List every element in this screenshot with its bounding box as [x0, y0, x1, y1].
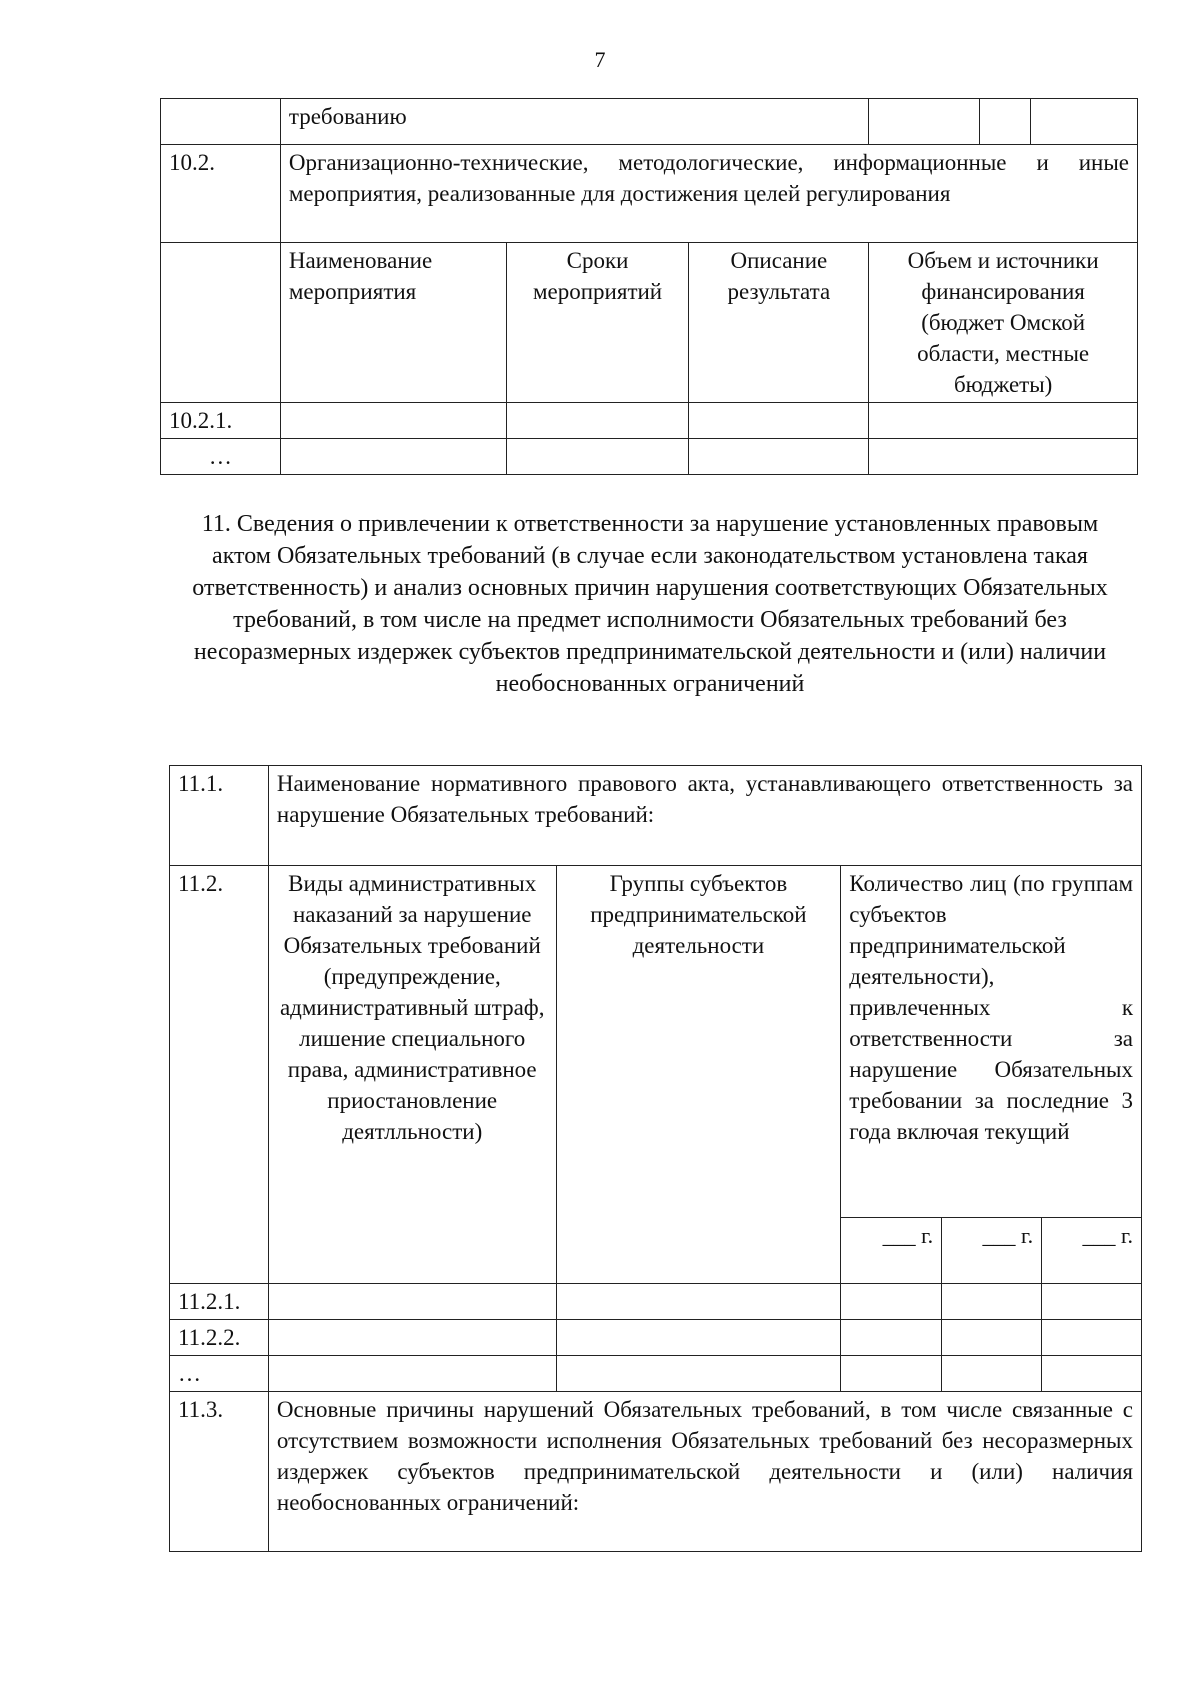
- table-cell-empty: [268, 1356, 556, 1392]
- row-number: 11.2.2.: [170, 1320, 269, 1356]
- table-cell-empty: [268, 1320, 556, 1356]
- header-persons-count: Количество лиц (по группам субъектов предпринимательской деятельности), привлеченных к ответственности за нарушение Обязательных требовании за последние 3 года включая текущий: [841, 866, 1142, 1218]
- table-row: [170, 1284, 1142, 1320]
- table-row: [161, 99, 1138, 145]
- table-row: [161, 145, 1138, 243]
- table-row: [170, 866, 1142, 1218]
- table-cell-empty: [556, 1320, 841, 1356]
- table-row: [161, 403, 1138, 439]
- table-cell-empty: [1042, 1320, 1142, 1356]
- table-cell-empty: [869, 99, 980, 145]
- table-cell-empty: [942, 1356, 1042, 1392]
- row-number: 11.2.1.: [170, 1284, 269, 1320]
- header-business-groups: Группы субъектов предпринимательской деятельности: [556, 866, 841, 1284]
- table-row: [170, 1356, 1142, 1392]
- table-cell-empty: [689, 403, 869, 439]
- table-row: [170, 1320, 1142, 1356]
- row-description: Основные причины нарушений Обязательных требований, в том числе связанные с отсутствием возможности исполнения Обязательных требований без несоразмерных издержек субъектов предпринимательской деятельности и (или) наличия необоснованных ограничений:: [268, 1392, 1141, 1552]
- header-result-description: Описание результата: [689, 243, 869, 403]
- section-11-heading: 11. Сведения о привлечении к ответственности за нарушение установленных правовым актом Обязательных требований (в случае если законодательством установлена такая ответственность) и анализ основных причин нарушения соответствующих Обязательных требований, в том числе на предмет исполнимости Обязательных требований без несоразмерных издержек субъектов предпринимательской деятельности и (или) наличии необоснованных ограничений: [192, 511, 1108, 697]
- table-cell-empty: [1042, 1356, 1142, 1392]
- table-row: [170, 1392, 1142, 1552]
- table-cell-empty: [280, 439, 506, 475]
- table-cell-empty: [980, 99, 1031, 145]
- row-number: …: [161, 439, 281, 475]
- row-number: 11.3.: [170, 1392, 269, 1552]
- row-description: Наименование нормативного правового акта, устанавливающего ответственность за нарушение Обязательных требований:: [268, 766, 1141, 866]
- table-cell-empty: [942, 1320, 1042, 1356]
- table-cell-empty: [556, 1356, 841, 1392]
- table-cell-empty: [506, 439, 689, 475]
- table-cell-empty: [841, 1356, 942, 1392]
- row-number: …: [170, 1356, 269, 1392]
- table-cell-empty: [841, 1320, 942, 1356]
- header-year-3: ___ г.: [1042, 1218, 1142, 1284]
- table-cell-empty: [841, 1284, 942, 1320]
- table-cell-empty: [268, 1284, 556, 1320]
- table-cell-empty: [161, 99, 281, 145]
- table-cell-empty: [869, 439, 1138, 475]
- cell-continued-text: требованию: [280, 99, 868, 145]
- table-cell-empty: [506, 403, 689, 439]
- header-measure-name: Наименование мероприятия: [280, 243, 506, 403]
- table-cell-empty: [942, 1284, 1042, 1320]
- header-penalty-types: Виды административных наказаний за нарушение Обязательных требований (предупреждение, административный штраф, лишение специального права, административное приостановление деятлльности): [268, 866, 556, 1284]
- header-year-1: ___ г.: [841, 1218, 942, 1284]
- table-cell-empty: [556, 1284, 841, 1320]
- table-row: [170, 766, 1142, 866]
- header-measure-terms: Сроки мероприятий: [506, 243, 689, 403]
- row-number: 11.2.: [170, 866, 269, 1284]
- header-year-2: ___ г.: [942, 1218, 1042, 1284]
- table-cell-empty: [1031, 99, 1138, 145]
- table-row: [161, 439, 1138, 475]
- header-funding: Объем и источники финансирования (бюджет Омской области, местные бюджеты): [869, 243, 1138, 403]
- table-cell-empty: [1042, 1284, 1142, 1320]
- table-cell-empty: [869, 403, 1138, 439]
- row-description: Организационно-технические, методологические, информационные и иные мероприятия, реализованные для достижения целей регулирования: [280, 145, 1137, 243]
- row-number: 10.2.1.: [161, 403, 281, 439]
- row-number: 10.2.: [161, 145, 281, 243]
- table-row: [161, 243, 1138, 403]
- table-cell-empty: [161, 243, 281, 403]
- row-number: 11.1.: [170, 766, 269, 866]
- table-cell-empty: [280, 403, 506, 439]
- page-number: 7: [594, 47, 606, 72]
- table-regulation-measures: [160, 98, 1138, 475]
- table-cell-empty: [689, 439, 869, 475]
- table-liability: [169, 765, 1142, 1552]
